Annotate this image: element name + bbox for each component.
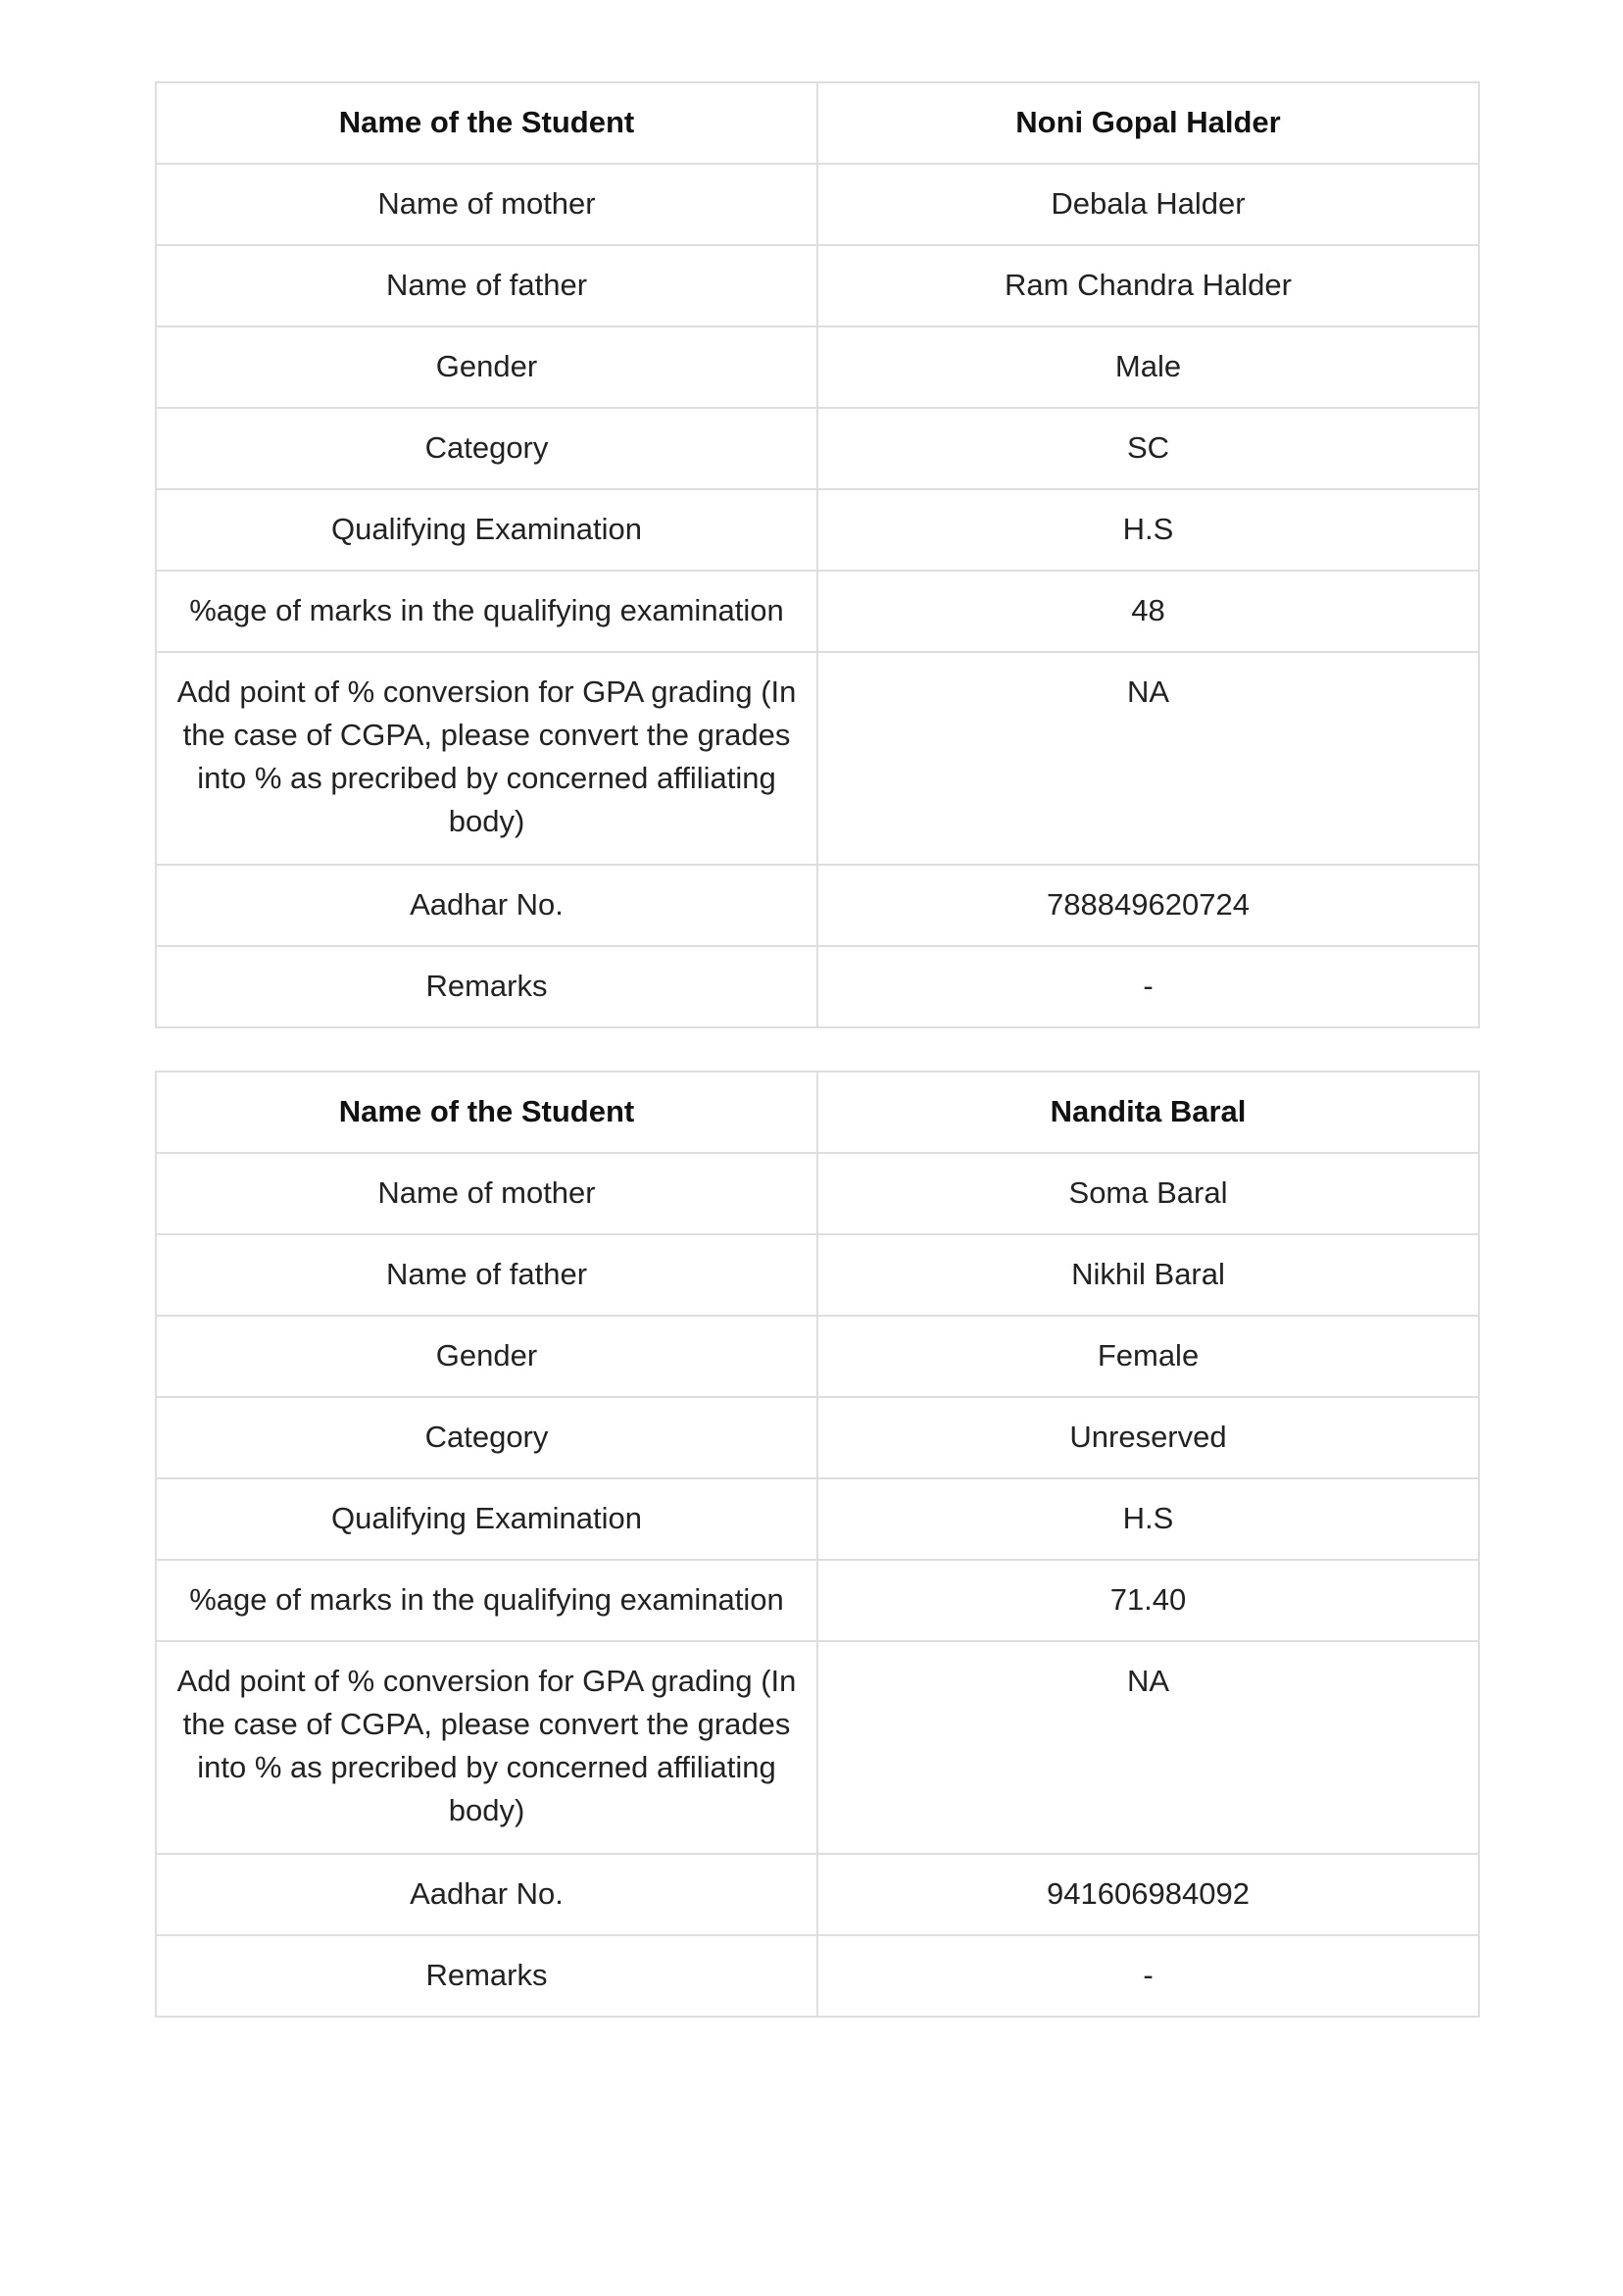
field-label: Aadhar No.	[156, 1854, 817, 1935]
field-value: Female	[817, 1316, 1479, 1397]
field-value: NA	[817, 652, 1479, 865]
field-value: H.S	[817, 1478, 1479, 1560]
field-label: Qualifying Examination	[156, 489, 817, 571]
field-value: Unreserved	[817, 1397, 1479, 1478]
table-header-row	[156, 1072, 1479, 1153]
field-value: 71.40	[817, 1560, 1479, 1641]
student-record-table	[155, 1071, 1480, 2018]
table-row	[156, 865, 1479, 946]
field-value: NA	[817, 1641, 1479, 1854]
field-value: Ram Chandra Halder	[817, 245, 1479, 326]
field-value: -	[817, 1935, 1479, 2017]
table-row	[156, 1641, 1479, 1854]
field-label: Qualifying Examination	[156, 1478, 817, 1560]
header-label: Name of the Student	[156, 1072, 817, 1153]
field-label: Name of mother	[156, 1153, 817, 1234]
field-label: Add point of % conversion for GPA grading (In the case of CGPA, please convert the grades into % as precribed by concerned affiliating body)	[156, 1641, 817, 1854]
field-label: Gender	[156, 1316, 817, 1397]
field-value: Nikhil Baral	[817, 1234, 1479, 1316]
field-value: H.S	[817, 489, 1479, 571]
field-value: Debala Halder	[817, 164, 1479, 245]
field-label: Add point of % conversion for GPA grading (In the case of CGPA, please convert the grades into % as precribed by concerned affiliating body)	[156, 652, 817, 865]
header-label: Name of the Student	[156, 82, 817, 164]
field-label: Name of mother	[156, 164, 817, 245]
table-row	[156, 652, 1479, 865]
field-value: 941606984092	[817, 1854, 1479, 1935]
field-label: Category	[156, 408, 817, 489]
field-label: Name of father	[156, 245, 817, 326]
table-row	[156, 408, 1479, 489]
table-header-row	[156, 82, 1479, 164]
field-label: %age of marks in the qualifying examination	[156, 571, 817, 652]
student-name: Noni Gopal Halder	[817, 82, 1479, 164]
table-row	[156, 245, 1479, 326]
field-label: %age of marks in the qualifying examination	[156, 1560, 817, 1641]
table-row	[156, 164, 1479, 245]
field-value: -	[817, 946, 1479, 1027]
table-row	[156, 1854, 1479, 1935]
field-label: Remarks	[156, 946, 817, 1027]
table-row	[156, 326, 1479, 408]
table-row	[156, 571, 1479, 652]
field-label: Category	[156, 1397, 817, 1478]
table-row	[156, 489, 1479, 571]
student-name: Nandita Baral	[817, 1072, 1479, 1153]
table-row	[156, 1397, 1479, 1478]
table-row	[156, 946, 1479, 1027]
table-row	[156, 1478, 1479, 1560]
field-label: Remarks	[156, 1935, 817, 2017]
field-value: Male	[817, 326, 1479, 408]
field-label: Aadhar No.	[156, 865, 817, 946]
field-value: SC	[817, 408, 1479, 489]
student-record-table	[155, 81, 1480, 1028]
field-label: Gender	[156, 326, 817, 408]
field-value: 788849620724	[817, 865, 1479, 946]
table-row	[156, 1153, 1479, 1234]
field-value: Soma Baral	[817, 1153, 1479, 1234]
field-label: Name of father	[156, 1234, 817, 1316]
table-row	[156, 1316, 1479, 1397]
field-value: 48	[817, 571, 1479, 652]
table-row	[156, 1560, 1479, 1641]
table-row	[156, 1935, 1479, 2017]
table-row	[156, 1234, 1479, 1316]
